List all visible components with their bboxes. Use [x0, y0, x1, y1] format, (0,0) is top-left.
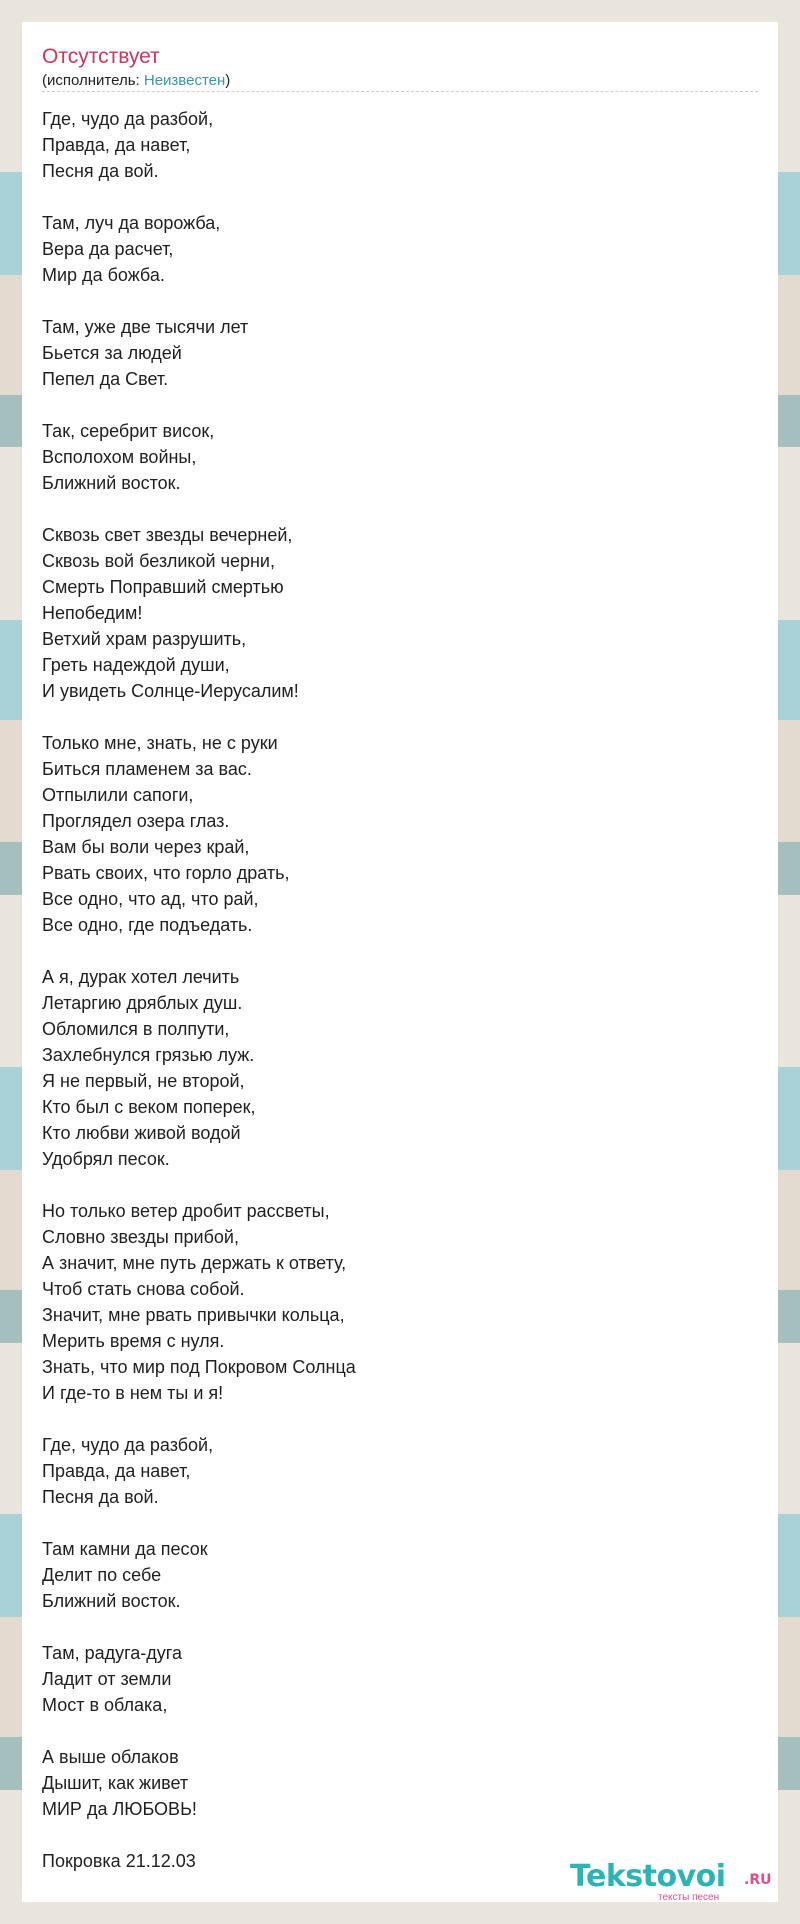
- lyrics-stanza: [42, 1744, 758, 1822]
- lyrics-stanza: [42, 1536, 758, 1614]
- lyrics-stanza: [42, 964, 758, 1172]
- lyric-line: Где, чудо да разбой,: [42, 109, 214, 129]
- lyric-line: Все одно, где подъедать.: [42, 915, 253, 935]
- lyric-line: Всполохом войны,: [42, 447, 197, 467]
- lyric-line: Сквозь вой безликой черни,: [42, 551, 275, 571]
- content-panel: [22, 22, 778, 1902]
- lyric-line: Отпылили сапоги,: [42, 785, 194, 805]
- lyric-line: Греть надеждой души,: [42, 655, 230, 675]
- lyric-line: Мерить время с нуля.: [42, 1331, 225, 1351]
- lyric-line: Словно звезды прибой,: [42, 1227, 239, 1247]
- lyric-line: Песня да вой.: [42, 161, 159, 181]
- lyric-line: Вера да расчет,: [42, 239, 174, 259]
- lyrics-stanza: [42, 522, 758, 704]
- lyric-line: Песня да вой.: [42, 1487, 159, 1507]
- lyric-line: Захлебнулся грязью луж.: [42, 1045, 255, 1065]
- lyric-line: Так, серебрит висок,: [42, 421, 215, 441]
- lyric-line: Правда, да навет,: [42, 135, 191, 155]
- lyric-line: Мост в облака,: [42, 1695, 168, 1715]
- lyrics-stanza: [42, 210, 758, 288]
- lyric-line: Там, луч да ворожба,: [42, 213, 221, 233]
- lyric-line: Там, уже две тысячи лет: [42, 317, 249, 337]
- lyric-line: Но только ветер дробит рассветы,: [42, 1201, 330, 1221]
- logo-wordmark: Tekstovoi: [570, 1859, 726, 1894]
- lyric-line: Смерть Поправший смертью: [42, 577, 284, 597]
- lyric-line: Там камни да песок: [42, 1539, 208, 1559]
- lyrics-stanza: [42, 1640, 758, 1718]
- lyric-line: Правда, да навет,: [42, 1461, 191, 1481]
- lyric-line: Обломился в полпути,: [42, 1019, 230, 1039]
- lyric-line: Кто был с веком поперек,: [42, 1097, 256, 1117]
- lyric-line: А выше облаков: [42, 1747, 179, 1767]
- lyric-line: Значит, мне рвать привычки кольца,: [42, 1305, 345, 1325]
- lyric-line: Дышит, как живет: [42, 1773, 189, 1793]
- lyrics-body: [42, 106, 758, 1874]
- lyric-line: Там, радуга-дуга: [42, 1643, 182, 1663]
- lyrics-stanza: [42, 106, 758, 184]
- lyrics-stanza: [42, 314, 758, 392]
- lyric-line: Мир да божба.: [42, 265, 165, 285]
- lyric-line: И увидеть Солнце-Иерусалим!: [42, 681, 299, 701]
- logo-domain: .RU: [744, 1872, 772, 1888]
- lyrics-stanza: [42, 1198, 758, 1406]
- lyric-line: Рвать своих, что горло драть,: [42, 863, 290, 883]
- artist-prefix: (исполнитель:: [42, 72, 144, 89]
- lyrics-stanza: [42, 418, 758, 496]
- lyric-line: Проглядел озера глаз.: [42, 811, 230, 831]
- lyric-line: И где-то в нем ты и я!: [42, 1383, 224, 1403]
- logo-tagline: тексты песен: [658, 1892, 720, 1903]
- lyric-line: Все одно, что ад, что рай,: [42, 889, 259, 909]
- lyric-line: Только мне, знать, не с руки: [42, 733, 278, 753]
- artist-link[interactable]: Неизвестен: [143, 72, 226, 89]
- lyric-line: Сквозь свет звезды вечерней,: [42, 525, 293, 545]
- lyric-line: Чтоб стать снова собой.: [42, 1279, 245, 1299]
- artist-suffix: ): [225, 72, 231, 89]
- lyric-line: Покровка 21.12.03: [42, 1851, 196, 1871]
- lyric-line: Бьется за людей: [42, 343, 182, 363]
- lyric-line: Где, чудо да разбой,: [42, 1435, 214, 1455]
- lyric-line: Летаргию дряблых душ.: [42, 993, 243, 1013]
- lyric-line: Я не первый, не второй,: [42, 1071, 245, 1091]
- lyric-line: Непобедим!: [42, 603, 143, 623]
- title-divider: [42, 91, 758, 92]
- lyric-line: Ближний восток.: [42, 1591, 181, 1611]
- lyric-line: Вам бы воли через край,: [42, 837, 250, 857]
- lyric-line: Знать, что мир под Покровом Солнца: [42, 1357, 356, 1377]
- lyric-line: Пепел да Свет.: [42, 369, 169, 389]
- lyrics-stanza: [42, 730, 758, 938]
- lyric-line: МИР да ЛЮБОВЬ!: [42, 1799, 197, 1819]
- lyric-line: Биться пламенем за вас.: [42, 759, 252, 779]
- lyric-line: А значит, мне путь держать к ответу,: [42, 1253, 347, 1273]
- lyric-line: Ближний восток.: [42, 473, 181, 493]
- lyric-line: А я, дурак хотел лечить: [42, 967, 240, 987]
- lyrics-stanza: [42, 1432, 758, 1510]
- song-title: Отсутствует: [42, 45, 160, 68]
- lyric-line: Делит по себе: [42, 1565, 162, 1585]
- lyric-line: Ветхий храм разрушить,: [42, 629, 247, 649]
- site-logo[interactable]: [570, 1860, 770, 1904]
- artist-line: [42, 72, 230, 90]
- lyric-line: Кто любви живой водой: [42, 1123, 241, 1143]
- lyric-line: Удобрял песок.: [42, 1149, 170, 1169]
- lyric-line: Ладит от земли: [42, 1669, 172, 1689]
